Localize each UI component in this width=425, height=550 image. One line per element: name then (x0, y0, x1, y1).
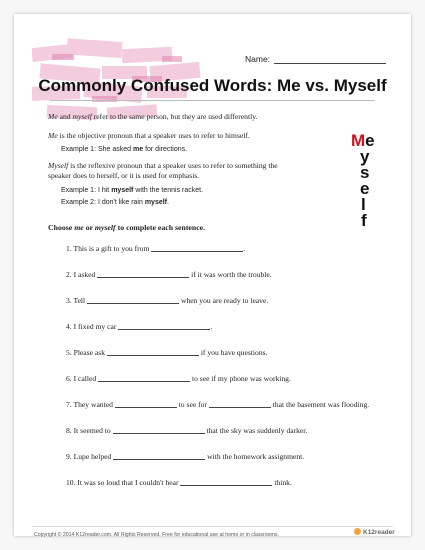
answer-blank-1[interactable] (151, 244, 243, 252)
answer-blank-6[interactable] (98, 374, 190, 382)
answer-blank-3[interactable] (87, 296, 179, 304)
name-field[interactable] (245, 54, 386, 64)
side-letter-e2: e (360, 179, 370, 198)
answer-blank-7a[interactable] (115, 400, 177, 408)
instructions: Choose me or myself to complete each sentence. (48, 223, 206, 232)
vertical-me-myself-graphic (351, 131, 391, 230)
example-myself-2: Example 2: I don't like rain myself. (61, 199, 169, 206)
copyright-text: Copyright © 2014 K12reader.com. All Rights Reserved. Free for educational use at home or in classrooms. (34, 532, 279, 538)
example-me: Example 1: She asked me for directions. (61, 146, 188, 153)
answer-blank-8[interactable] (113, 426, 205, 434)
footer-divider (32, 526, 393, 527)
side-letter-f: f (361, 211, 367, 230)
answer-blank-2[interactable] (97, 270, 189, 278)
sentence-10: 10. It was so loud that I couldn't hear think. (66, 478, 292, 487)
sentence-8: 8. It seemed to that the sky was suddenly darker. (66, 426, 308, 435)
k12reader-logo: K12reader (354, 528, 395, 536)
side-letter-s: s (360, 163, 370, 182)
example-myself-1: Example 1: I hit myself with the tennis racket. (61, 187, 204, 194)
side-letter-m: M (351, 131, 366, 150)
answer-blank-5[interactable] (107, 348, 199, 356)
intro-line-1: Me and myself refer to the same person, but they are used differently. (48, 112, 258, 121)
sentence-4: 4. I fixed my car . (66, 322, 213, 331)
side-letter-e: e (365, 131, 375, 150)
sentence-2: 2. I asked if it was worth the trouble. (66, 270, 272, 279)
sentence-9: 9. Lupe helped with the homework assignment. (66, 452, 305, 461)
logo-icon (354, 528, 361, 535)
sentence-3: 3. Tell when you are ready to leave. (66, 296, 269, 305)
sentence-6: 6. I called to see if my phone was working. (66, 374, 291, 383)
side-letter-y: y (360, 147, 370, 166)
answer-blank-10[interactable] (180, 478, 272, 486)
worksheet-page (14, 14, 411, 536)
answer-blank-7b[interactable] (209, 400, 271, 408)
sentence-5: 5. Please ask if you have questions. (66, 348, 268, 357)
answer-blank-4[interactable] (118, 322, 210, 330)
intro-line-3: Myself is the reflexive pronoun that a speaker uses to refer to something the speaker does to herself, or it is used for emphasis. (48, 161, 278, 180)
answer-blank-9[interactable] (113, 452, 205, 460)
title-divider (50, 100, 375, 101)
name-label: Name: (245, 54, 271, 64)
page-title: Commonly Confused Words: Me vs. Myself (38, 76, 387, 95)
sentence-7: 7. They wanted to see for that the basement was flooding. (66, 400, 370, 409)
intro-line-2: Me is the objective pronoun that a speaker uses to refer to himself. (48, 131, 250, 140)
side-letter-l: l (361, 195, 366, 214)
name-blank-line[interactable] (274, 63, 386, 64)
sentence-1: 1. This is a gift to you from . (66, 244, 246, 253)
